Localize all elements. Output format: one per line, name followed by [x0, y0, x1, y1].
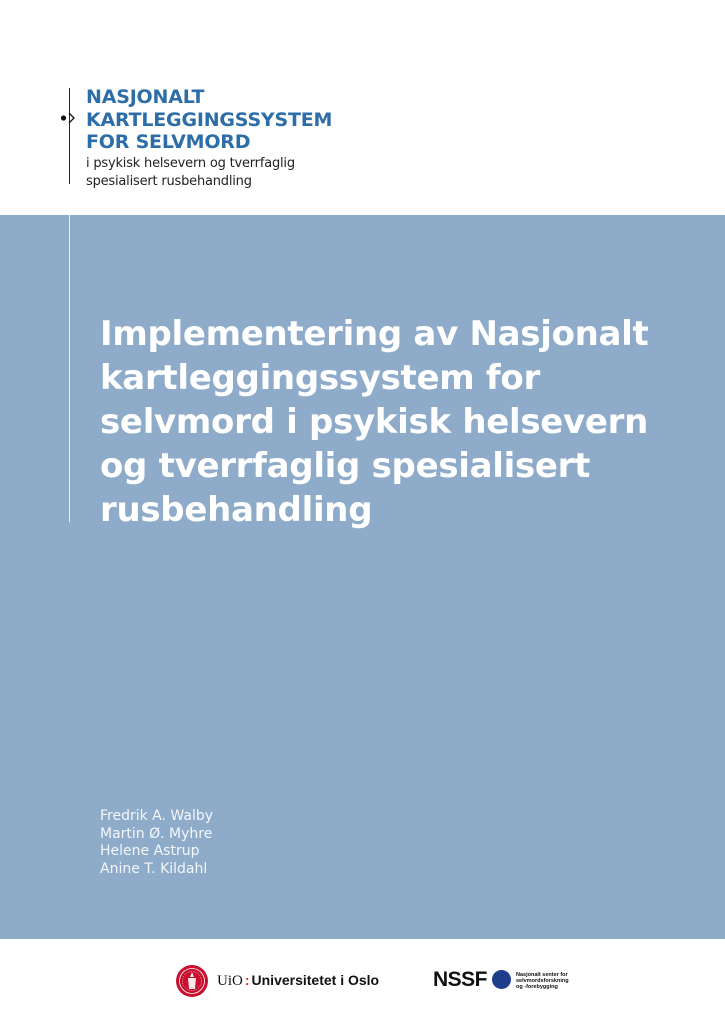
uio-seal-icon — [175, 964, 209, 998]
report-title-line: kartleggingssystem for — [100, 358, 540, 398]
logo-subtitle — [86, 155, 295, 190]
nssf-subtitle — [516, 972, 569, 990]
logo-subtitle-line: i psykisk helsevern og tverrfaglig — [86, 156, 295, 171]
logo-title-line: NASJONALT — [86, 86, 205, 108]
nssf-subtitle-line: og -forebygging — [516, 984, 558, 990]
author-name: Martin Ø. Myhre — [100, 825, 213, 842]
uio-full-name: Universitetet i Oslo — [251, 972, 380, 988]
uio-logo-text — [217, 972, 379, 990]
logo-arrow-icon — [60, 110, 76, 126]
nssf-dot-icon — [492, 970, 511, 989]
cover-vertical-line — [69, 215, 70, 522]
author-name: Fredrik A. Walby — [100, 808, 214, 824]
logo-vertical-line — [69, 88, 70, 184]
nssf-subtitle-line: Nasjonalt senter for — [516, 972, 568, 978]
nssf-logo-text: NSSF — [433, 968, 488, 991]
logo-subtitle-line: spesialisert rusbehandling — [86, 173, 252, 189]
report-title-line: selvmord i psykisk helsevern — [100, 402, 649, 442]
uio-colon: : — [244, 972, 250, 988]
nssf-subtitle-line: selvmordsforskning — [516, 978, 569, 984]
logo-title-line: FOR SELVMORD — [86, 131, 251, 153]
author-list — [100, 808, 213, 878]
uio-short-name: UiO — [217, 973, 243, 989]
logo-title — [86, 86, 332, 154]
report-title — [100, 312, 680, 532]
author-name: Anine T. Kildahl — [100, 860, 208, 877]
report-title-line: Implementering av Nasjonalt — [100, 314, 649, 354]
report-title-line: og tverrfaglig spesialisert — [100, 446, 591, 486]
logo-title-line: KARTLEGGINGSSYSTEM — [86, 108, 333, 131]
author-name: Helene Astrup — [100, 843, 200, 859]
report-title-line: rusbehandling — [100, 490, 373, 530]
